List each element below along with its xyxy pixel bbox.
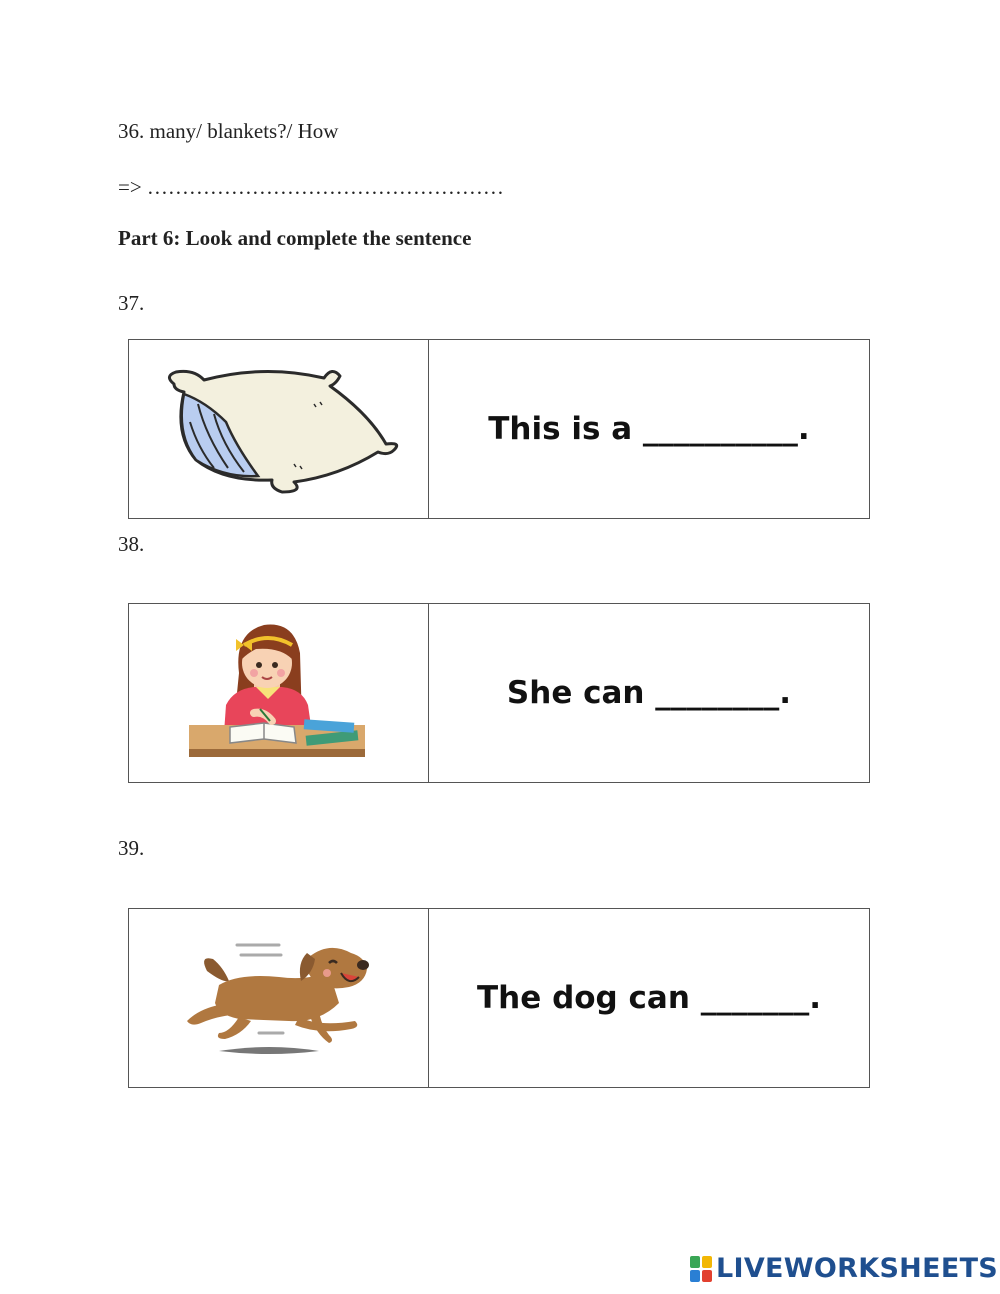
girl-picture (129, 604, 429, 782)
girl-writing-icon (184, 613, 374, 773)
logo-mark-icon (690, 1256, 712, 1282)
logo-text: LIVEWORKSHEETS (716, 1253, 999, 1284)
question-38-card (128, 603, 870, 783)
question-37-sentence[interactable]: This is a __________. (488, 411, 810, 447)
question-38-number: 38. (118, 532, 145, 556)
part-6-heading: Part 6: Look and complete the sentence (118, 226, 472, 250)
question-39-sentence[interactable]: The dog can _______. (477, 980, 821, 1016)
question-36-answer-line[interactable]: => …………………………………………… (118, 175, 504, 199)
question-37-number: 37. (118, 291, 145, 315)
pillow-icon (154, 364, 404, 494)
question-38-sentence[interactable]: She can ________. (506, 675, 792, 711)
question-37-card (128, 339, 870, 519)
pillow-picture (129, 340, 429, 518)
question-39-number: 39. (118, 836, 145, 860)
question-39-card (128, 908, 870, 1088)
running-dog-icon (179, 933, 379, 1063)
liveworksheets-logo[interactable] (690, 1253, 998, 1284)
question-36-prompt: 36. many/ blankets?/ How (118, 119, 339, 143)
dog-picture (129, 909, 429, 1087)
